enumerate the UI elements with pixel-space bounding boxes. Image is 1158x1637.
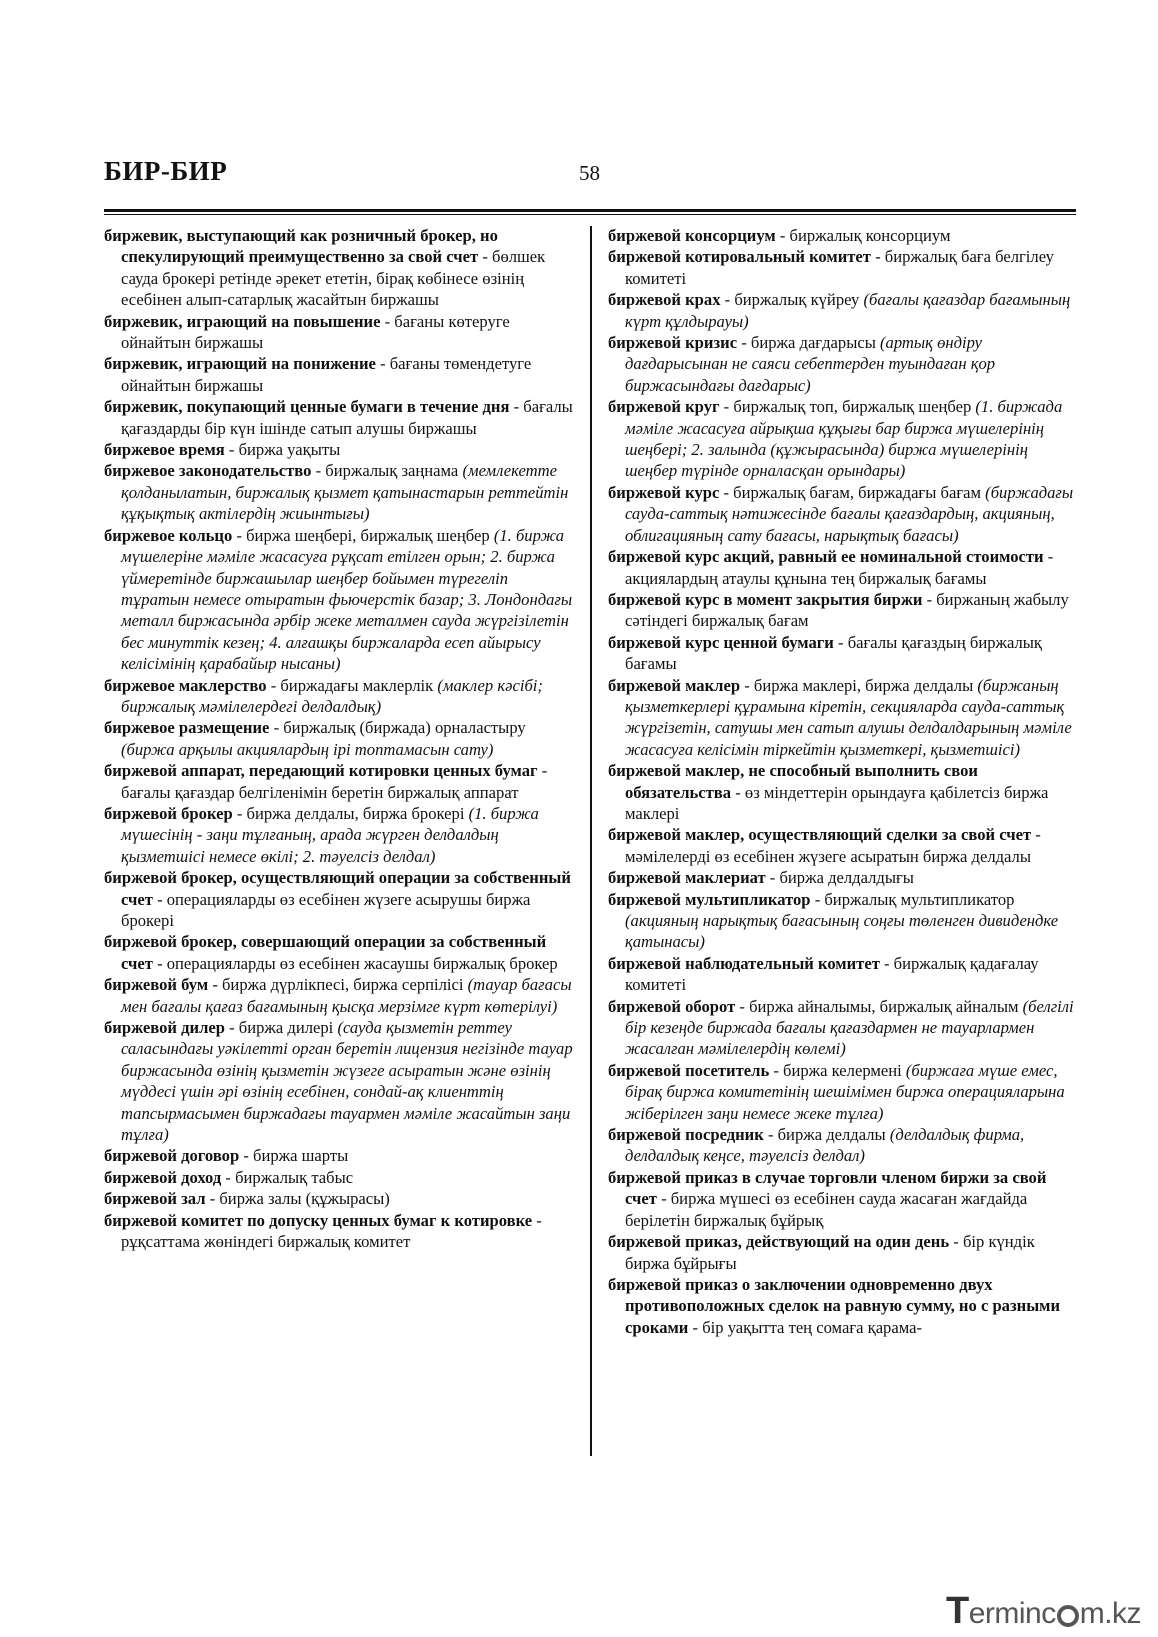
entry-term: биржевой курс — [608, 482, 720, 502]
left-column — [104, 225, 576, 1253]
entry-term: биржевой курс ценной бумаги — [608, 632, 834, 652]
entry-term: биржевой курс акций, равный ее номинальной стоимости — [608, 547, 1044, 567]
entry-term: биржевое время — [104, 440, 225, 460]
entry-translation: - биржа айналымы, биржалық айналым — [735, 996, 1023, 1016]
entry-term: биржевик, играющий на понижение — [104, 354, 376, 374]
entry-translation: - биржалық табыс — [221, 1167, 354, 1187]
entry-translation: - биржалық баға белгілеу комитеті — [625, 247, 1054, 288]
dictionary-entry — [104, 1017, 576, 1145]
page-number: 58 — [579, 161, 600, 185]
dictionary-entry — [608, 760, 1076, 824]
entry-term: биржевой аппарат, передающий котировки ценных бумаг — [104, 761, 538, 781]
entry-translation: - биржа уақыты — [224, 440, 341, 460]
dictionary-entry — [104, 717, 576, 760]
termincom-logo[interactable] — [946, 1590, 1141, 1633]
dictionary-entry — [104, 1145, 576, 1166]
dictionary-entry — [608, 824, 1076, 867]
dictionary-entry — [608, 546, 1076, 589]
entry-term: биржевой договор — [104, 1146, 240, 1166]
entry-note: (белгілі бір кезеңде биржада бағалы қағаздармен не тауарлармен жасалған мәмілелердің көлемі) — [625, 996, 1074, 1059]
entry-term: биржевик, покупающий ценные бумаги в течение дня — [104, 397, 510, 417]
entry-term: биржевой приказ, действующий на один день — [608, 1232, 950, 1252]
dictionary-entry — [608, 246, 1076, 289]
dictionary-entry — [608, 396, 1076, 482]
entry-translation: - бағаны көтеруге ойнайтын биржашы — [121, 311, 510, 353]
entry-term: биржевой брокер, осуществляющий операции за собственный счет — [104, 868, 571, 909]
dictionary-entry — [608, 1060, 1076, 1124]
entry-translation: - биржалық қадағалау комитеті — [625, 953, 1039, 995]
dictionary-entry — [608, 589, 1076, 632]
dictionary-entry — [608, 225, 1076, 246]
dictionary-entry — [104, 867, 576, 931]
entry-translation: - рұқсаттама жөніндегі биржалық комитет — [121, 1210, 542, 1252]
entry-translation: - мәмілелерді өз есебінен жүзеге асыратын биржа делдалы — [625, 825, 1041, 866]
logo-domain: m.kz — [1079, 1597, 1142, 1630]
entry-term: биржевое маклерство — [104, 675, 267, 695]
entry-term: биржевой маклериат — [608, 868, 766, 888]
entry-note: (маклер кәсібі; биржалық мәмілелердегі делдалдық) — [121, 675, 543, 716]
entry-term: биржевой мультипликатор — [608, 889, 811, 909]
logo-c: c — [1041, 1597, 1056, 1630]
entry-note: (1. биржа мүшелеріне мәміле жасасуға рұқсат етілген орын; 2. биржа үймеретінде биржашылар шеңбер бойымен түрегеліп тұратын немесе отыратын фьючерстік базар; 3. Лондондағы металл биржасында әрбір жеке металмен сауда жүргізілетін бес минуттік кезең; 4. алғашқы биржаларда есеп айырысу келісімінің қарабайыр нысаны) — [121, 525, 573, 674]
entry-note: (биржа арқылы акциялардың ірі топтамасын сату) — [121, 739, 494, 759]
dictionary-entry — [104, 311, 576, 354]
logo-t: T — [946, 1590, 969, 1632]
entry-term: биржевой маклер, осуществляющий сделки за свой счет — [608, 825, 1032, 845]
entry-term: биржевое законодательство — [104, 461, 312, 481]
entry-term: биржевик, выступающий как розничный брокер, но спекулирующий преимущественно за свой счет — [104, 226, 498, 267]
entry-term: биржевой бум — [104, 975, 209, 995]
dictionary-entry — [608, 889, 1076, 953]
dictionary-entry — [104, 1210, 576, 1253]
entry-translation: - биржалық консорциум — [775, 226, 951, 245]
entry-term: биржевой посредник — [608, 1125, 764, 1145]
entry-term: биржевой дилер — [104, 1018, 225, 1038]
entry-term: биржевое размещение — [104, 718, 270, 738]
entry-translation: - бағалы қағаздың биржалық бағамы — [625, 632, 1042, 674]
entry-term: биржевой кризис — [608, 333, 738, 353]
entry-translation: - бағалы қағаздар белгіленімін беретін биржалық аппарат — [121, 761, 548, 802]
dictionary-entry — [104, 760, 576, 803]
entry-translation: - бағалы қағаздарды бір күн ішінде сатып алушы биржашы — [121, 397, 573, 438]
dictionary-entry — [608, 1231, 1076, 1274]
running-head: БИР-БИР — [104, 156, 228, 186]
entry-translation: - биржалық бағам, биржадағы бағам — [719, 482, 986, 502]
entry-term: биржевой брокер, совершающий операции за собственный счет — [104, 932, 547, 973]
entry-translation: - биржа дилері — [224, 1018, 338, 1038]
entry-translation: - биржадағы маклерлік — [266, 675, 438, 695]
header-rule-thick — [104, 209, 1076, 212]
dictionary-entry — [608, 867, 1076, 888]
entry-term: биржевой котировальный комитет — [608, 247, 871, 267]
entry-term: биржевой зал — [104, 1189, 206, 1209]
entry-term: биржевой посетитель — [608, 1060, 770, 1080]
entry-note: (мемлекетте қолданылатын, биржалық қызмет қатынастарын реттейтін құқықтық актілердің жиынтығы) — [121, 461, 569, 524]
entry-note: (биржаның қызметкерлері құрамына кіретін, секцияларда сауда-саттық жүргізетін, сатушы мен сатып алушы делдалдарының мәміле жасасуға келісімін тіркейтін қызметкері, қызметшісі) — [625, 675, 1072, 759]
entry-note: (1. биржа мүшесінің - заңи тұлғаның, арада жүрген делдалдың қызметшісі немесе өкілі; 2. тәуелсіз делдал) — [121, 803, 539, 866]
dictionary-entry — [608, 1167, 1076, 1231]
entry-translation: - биржа мүшесі өз есебінен сауда жасаған жағдайда берілетін биржалық бұйрық — [625, 1189, 1028, 1230]
entry-term: биржевой консорциум — [608, 226, 776, 245]
entry-term: биржевой маклер, не способный выполнить свои обязательства — [608, 761, 978, 802]
entry-translation: - биржа залы (құжырасы) — [205, 1189, 390, 1209]
entry-note: (биржаға мүше емес, бірақ биржа комитетінің шешімімен биржа операцияларына жіберілген заңи немесе жеке тұлға) — [625, 1060, 1065, 1123]
entry-note: (1. биржада мәміле жасасуға айрықша құқығы бар биржа мүшелерінің шеңбері; 2. залында (құжырасында) биржа мүшелерінің шеңбер түрінде орналасқан орындары) — [625, 397, 1063, 481]
entry-term: биржевой крах — [608, 290, 721, 310]
entry-term: биржевой приказ о заключении одновременно двух противоположных сделок на равную сумму, но с разными сроками — [608, 1274, 1061, 1337]
entry-note: (сауда қызметін реттеу саласындағы уәкілетті орган беретін лицензия негізінде тауар биржасында өзінің қызметін жүзеге асыратын және өзінің мүддесі үшін әрі өзінің есебінен, сондай-ақ клиенттің тапсырмасымен биржадағы тауармен мәміле жасайтын заңи тұлға) — [121, 1018, 573, 1145]
dictionary-entry — [608, 953, 1076, 996]
entry-translation: - бір уақытта тең сомаға қарама- — [688, 1317, 922, 1337]
dictionary-entry — [608, 1124, 1076, 1167]
entry-translation: - биржа дүрлікпесі, биржа серпілісі — [208, 975, 468, 995]
dictionary-entry — [104, 353, 576, 396]
logo-o-icon — [1057, 1605, 1079, 1627]
entry-translation: - биржа маклері, биржа делдалы — [740, 675, 978, 695]
dictionary-entry — [608, 1274, 1076, 1338]
entry-term: биржевой оборот — [608, 996, 736, 1016]
entry-term: биржевое кольцо — [104, 525, 233, 545]
dictionary-entry — [608, 332, 1076, 396]
entry-translation: - операцияларды өз есебінен жасаушы биржалық брокер — [152, 953, 558, 973]
logo-ermin: ermin — [968, 1597, 1042, 1630]
entry-term: биржевой круг — [608, 397, 720, 417]
entry-translation: - биржа шарты — [239, 1146, 349, 1166]
entry-translation: - биржалық күйреу — [720, 290, 864, 310]
entry-term: биржевик, играющий на повышение — [104, 311, 381, 331]
dictionary-entry — [608, 632, 1076, 675]
entry-translation: - биржалық заңнама — [311, 461, 463, 481]
entry-term: биржевой приказ в случае торговли членом биржи за свой счет — [608, 1167, 1047, 1209]
dictionary-entry — [104, 225, 576, 311]
entry-translation: - биржа дағдарысы — [737, 333, 881, 353]
dictionary-entry — [608, 675, 1076, 761]
column-divider — [590, 226, 592, 1456]
entry-translation: - акциялардың атаулы құнына тең биржалық бағамы — [625, 547, 1054, 588]
dictionary-entry — [104, 1188, 576, 1209]
header-rule-thin — [104, 214, 1076, 215]
entry-note: (бағалы қағаздар бағамының күрт құлдырауы) — [625, 290, 1071, 331]
dictionary-entry — [104, 803, 576, 867]
dictionary-entry — [608, 482, 1076, 546]
dictionary-entry — [104, 396, 576, 439]
entry-translation: - биржалық топ, биржалық шеңбер — [719, 397, 976, 417]
entry-note: (делдалдық фирма, делдалдық кеңсе, тәуелсіз делдал) — [625, 1125, 1025, 1166]
entry-note: (акцияның нарықтық бағасының соңғы төленген дивидендке қатынасы) — [625, 911, 1059, 952]
entry-translation: - бағаны төмендетуге ойнайтын биржашы — [121, 354, 532, 395]
entry-term: биржевой комитет по допуску ценных бумаг к котировке — [104, 1210, 533, 1230]
right-column — [608, 225, 1076, 1338]
entry-term: биржевой наблюдательный комитет — [608, 953, 880, 973]
entry-translation: - биржалық (биржада) орналастыру — [269, 718, 526, 738]
dictionary-entry — [104, 974, 576, 1017]
dictionary-entry — [104, 525, 576, 675]
dictionary-entry — [104, 439, 576, 460]
entry-translation: - операцияларды өз есебінен жүзеге асырушы биржа брокері — [121, 889, 531, 930]
entry-term: биржевой брокер — [104, 803, 233, 823]
entry-note: (биржадағы сауда-саттық нәтижесінде бағалы қағаздардың, акцияның, облигацияның сату бағасы, нарықтық бағасы) — [625, 482, 1074, 545]
entry-note: (артық өндіру дағдарысынан не саяси себептерден туындаған қор биржасындағы дағдарыс) — [625, 333, 996, 395]
dictionary-entry — [608, 996, 1076, 1060]
entry-term: биржевой доход — [104, 1167, 222, 1187]
dictionary-entry — [608, 289, 1076, 332]
entry-term: биржевой курс в момент закрытия биржи — [608, 589, 923, 609]
entry-term: биржевой маклер — [608, 675, 741, 695]
entry-translation: - биржа шеңбері, биржалық шеңбер — [232, 525, 494, 545]
dictionary-entry — [104, 931, 576, 974]
dictionary-entry — [104, 675, 576, 718]
entry-translation: - биржалық мультипликатор — [810, 889, 1015, 909]
entry-translation: - биржаның жабылу сәтіндегі биржалық бағам — [625, 589, 1069, 631]
entry-translation: - биржа делдалы, биржа брокері — [232, 803, 469, 823]
entry-translation: - биржа делдалдығы — [765, 868, 914, 888]
entry-translation: - бір күндік биржа бұйрығы — [625, 1232, 1035, 1273]
dictionary-entry — [104, 460, 576, 524]
dictionary-entry — [104, 1167, 576, 1188]
entry-note: (тауар бағасы мен бағалы қағаз бағамының қысқа мерзімге күрт көтерілуі) — [121, 975, 572, 1016]
entry-translation: - биржа делдалы — [763, 1125, 890, 1145]
entry-translation: - биржа келермені — [769, 1060, 906, 1080]
entry-translation: - өз міндеттерін орындауға қабілетсіз биржа маклері — [625, 782, 1049, 823]
entry-translation: - бөлшек сауда брокері ретінде әрекет ететін, бірақ көбінесе өзінің есебінен алып-сатарлық жасайтын биржашы — [121, 247, 546, 310]
